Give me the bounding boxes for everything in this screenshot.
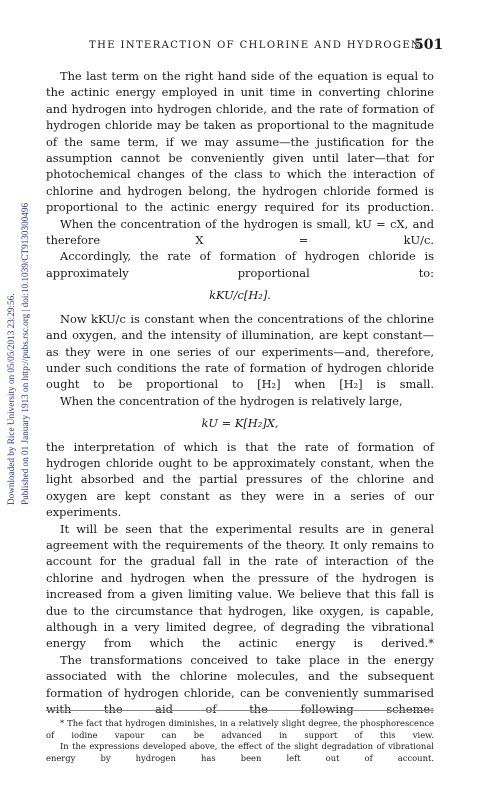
paragraph-constant-conditions: Now kKU/c is constant when the concentrations of the chlorine and oxygen, and the intensity of illumination, are kept constant—as they were in one series of our experiments—and, therefore, under such conditions the rate of formation of hydrogen chloride ought to be proportional to [H₂] when [H₂] is small.	[46, 311, 434, 392]
paragraph-accordingly: Accordingly, the rate of formation of hydrogen chloride is approximately proportional to:	[46, 249, 434, 280]
paragraph-energy-term: The last term on the right hand side of the equation is equal to the actinic energy employed in unit time in converting chlorine and hydrogen into hydrogen chloride, and the rate of formation of hydrogen chloride may be taken as proportional to the magnitude of the same term, if we may assume—the justification for the assumption cannot be conveniently given until later—that for photochemical changes of the class to which the interaction of chlorine and hydrogen belong, the hydrogen chloride formed is proportional to the actinic energy required for its production.	[46, 69, 434, 215]
equation-rate: kKU/c[H₂].	[209, 288, 271, 303]
footnotes	[46, 718, 434, 764]
download-stamp-text: Downloaded by Rice University on 05/05/2013 23:29:56.	[6, 293, 16, 505]
footnote-degradation: In the expressions developed above, the effect of the slight degradation of vibrational energy by hydrogen has been left out of account.	[46, 741, 434, 763]
publication-stamp	[20, 0, 34, 520]
page-number: 501	[414, 37, 444, 53]
paragraph-interpretation: the interpretation of which is that the rate of formation of hydrogen chloride ought to be approximately constant, when the light absorbed and the partial pressures of the chlorine and oxygen are kept constant as they were in a series of our experiments.	[46, 439, 434, 520]
page-header	[0, 37, 480, 56]
publication-stamp-text: Published on 01 January 1913 on http://pubs.rsc.org | doi:10.1039/CT9130300496	[20, 202, 30, 505]
paragraph-agreement: It will be seen that the experimental results are in general agreement with the requirements of the theory. It only remains to account for the gradual fall in the rate of interaction of the chlorine and hydrogen when the pressure of the hydrogen is increased from a given limiting value. We believe that this fall is due to the circumstance that hydrogen, like oxygen, is capable, although in a very limited degree, of degrading the vibrational energy from which the actinic energy is derived.*	[46, 521, 434, 651]
article-body	[46, 68, 434, 717]
footnote-phosphorescence: * The fact that hydrogen diminishes, in a relatively slight degree, the phosphorescence of iodine vapour can be advanced in support of this view.	[46, 718, 434, 740]
paragraph-large-hydrogen: When the concentration of the hydrogen is relatively large,	[60, 393, 403, 408]
download-stamp	[6, 0, 20, 520]
equation-large-hydrogen: kU = K[H₂]X,	[201, 416, 279, 431]
running-title: THE INTERACTION OF CHLORINE AND HYDROGEN.	[89, 40, 426, 51]
paragraph-small-hydrogen: When the concentration of the hydrogen is small, kU = cX, and therefore X = kU/c.	[46, 216, 434, 248]
paragraph-scheme: The transformations conceived to take place in the energy associated with the chlorine molecules, and the subsequent formation of hydrogen chloride, can be conveniently summarised	[46, 652, 434, 700]
footnote-divider	[46, 710, 434, 711]
